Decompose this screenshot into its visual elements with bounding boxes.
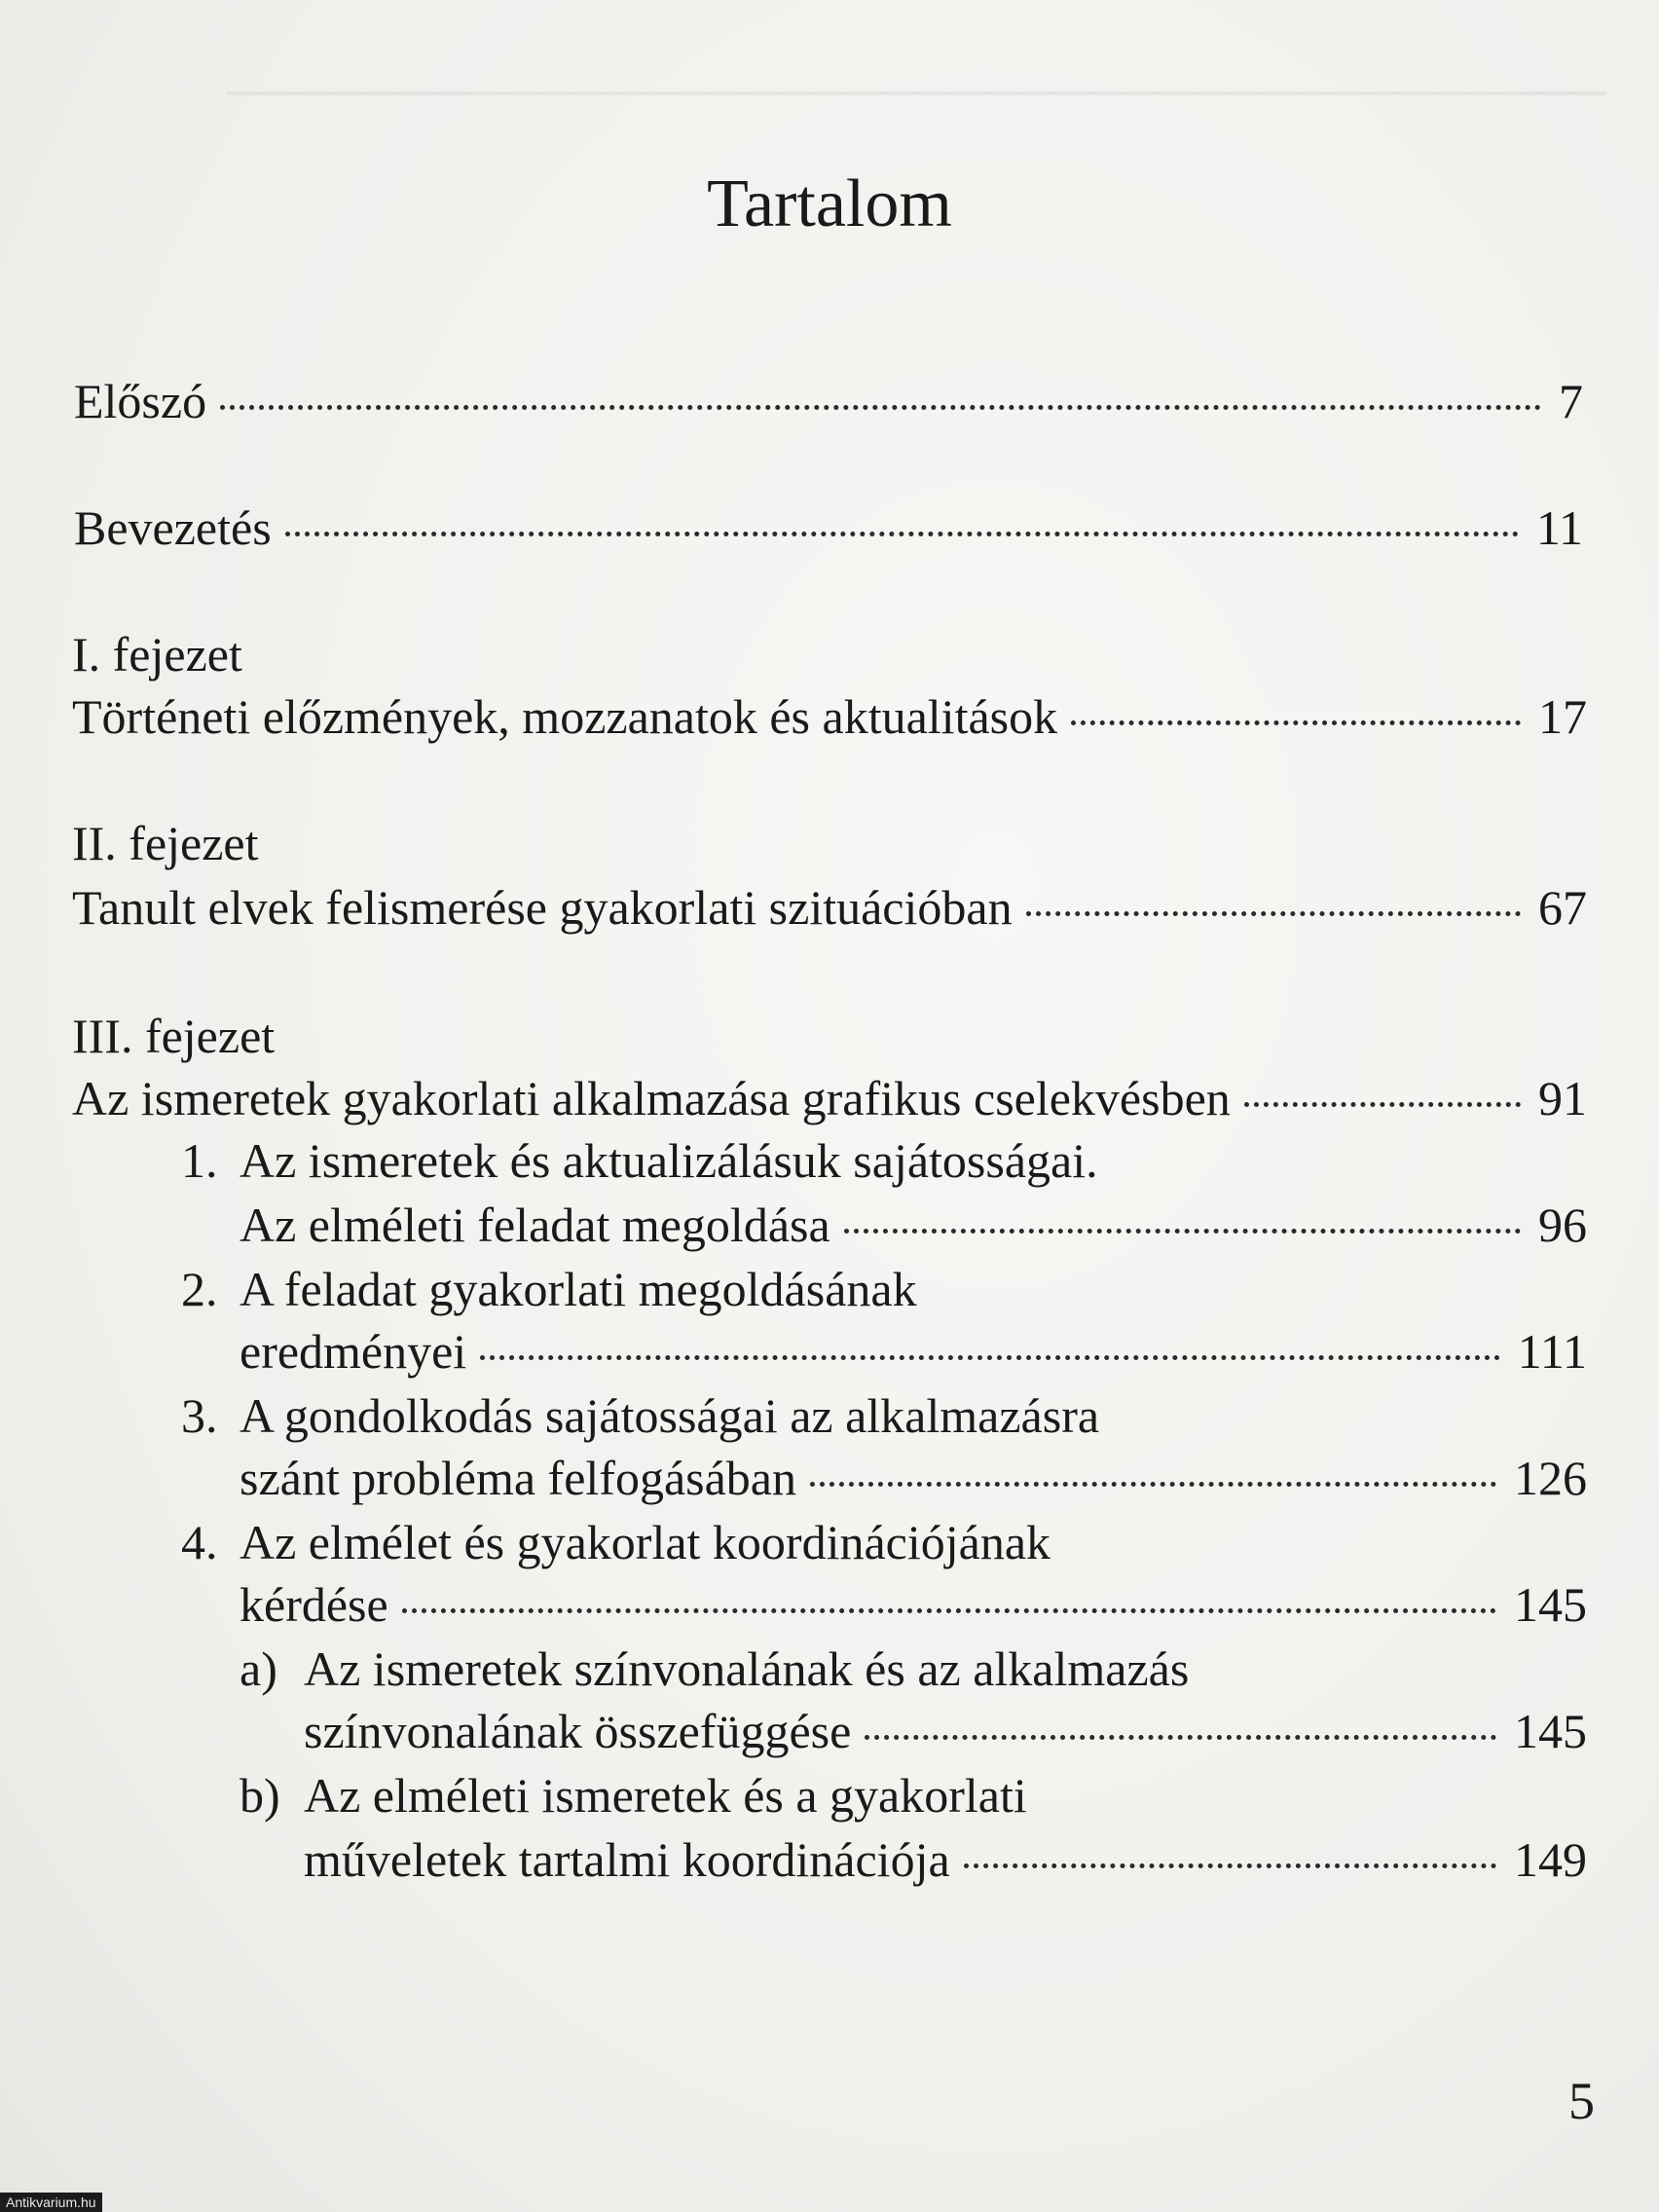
toc-page-number: 11: [1535, 500, 1583, 555]
subsection-letter-a: a): [240, 1641, 277, 1696]
toc-page-number: 149: [1514, 1832, 1587, 1887]
bleed-through-texture: ────────────────────────────────────────: [227, 64, 1606, 119]
dot-leader: [1071, 720, 1521, 725]
toc-entry-foreword[interactable]: [74, 372, 1583, 430]
toc-entry-subsection-a[interactable]: [304, 1702, 1587, 1760]
dot-leader: [810, 1482, 1496, 1487]
dot-leader: [964, 1863, 1496, 1868]
subsection-title-line-a: Az ismeretek színvonalának és az alkalmazás: [304, 1641, 1190, 1696]
toc-entry-label: színvonalának összefüggése: [304, 1704, 852, 1758]
section-number-2: 2.: [181, 1262, 218, 1316]
dot-leader: [220, 405, 1541, 410]
section-title-line-2: A feladat gyakorlati megoldásának: [240, 1262, 917, 1316]
toc-entry-label: kérdése: [240, 1577, 388, 1632]
toc-entry-introduction[interactable]: [74, 498, 1583, 557]
page-title: Tartalom: [707, 166, 952, 241]
toc-entry-chapter-2[interactable]: [72, 878, 1587, 937]
section-title-line-1: Az ismeretek és aktualizálásuk sajátosságai.: [240, 1133, 1098, 1188]
toc-entry-section-3[interactable]: [240, 1449, 1587, 1507]
section-number-3: 3.: [181, 1388, 218, 1443]
watermark: Antikvarium.hu: [0, 2193, 102, 2212]
toc-entry-label: Tanult elvek felismerése gyakorlati szituációban: [72, 880, 1013, 935]
subsection-letter-b: b): [240, 1768, 280, 1823]
section-number-4: 4.: [181, 1515, 218, 1569]
toc-page-number: 7: [1559, 374, 1583, 428]
chapter-heading-2: II. fejezet: [72, 816, 259, 870]
toc-page-number: 91: [1538, 1071, 1587, 1125]
toc-page-number: 145: [1514, 1704, 1587, 1758]
toc-page-number: 145: [1514, 1577, 1587, 1632]
toc-page-number: 67: [1538, 880, 1587, 935]
toc-entry-label: műveletek tartalmi koordinációja: [304, 1832, 950, 1887]
toc-entry-label: Történeti előzmények, mozzanatok és aktualitások: [72, 689, 1058, 744]
dot-leader: [480, 1355, 1500, 1360]
toc-page-number: 17: [1538, 689, 1587, 744]
chapter-heading-3: III. fejezet: [72, 1009, 276, 1063]
toc-entry-label: Előszó: [74, 374, 207, 428]
toc-entry-label: Az ismeretek gyakorlati alkalmazása grafikus cselekvésben: [72, 1071, 1231, 1125]
dot-leader: [285, 532, 1519, 536]
toc-entry-label: eredményei: [240, 1324, 467, 1379]
chapter-heading-1: I. fejezet: [72, 627, 242, 682]
section-title-line-4: Az elmélet és gyakorlat koordinációjának: [240, 1515, 1051, 1569]
dot-leader: [402, 1608, 1496, 1613]
toc-entry-chapter-1[interactable]: [72, 687, 1587, 746]
toc-page-number: 111: [1517, 1324, 1587, 1379]
toc-entry-subsection-b[interactable]: [304, 1830, 1587, 1889]
toc-entry-section-4[interactable]: [240, 1575, 1587, 1634]
toc-page-number: 126: [1514, 1451, 1587, 1505]
dot-leader: [1244, 1102, 1521, 1107]
toc-entry-label: Bevezetés: [74, 500, 272, 555]
section-title-line-3: A gondolkodás sajátosságai az alkalmazásra: [240, 1388, 1100, 1443]
toc-entry-label: Az elméleti feladat megoldása: [240, 1198, 830, 1252]
dot-leader: [844, 1229, 1521, 1234]
toc-entry-section-2[interactable]: [240, 1322, 1587, 1381]
subsection-title-line-b: Az elméleti ismeretek és a gyakorlati: [304, 1768, 1027, 1823]
dot-leader: [865, 1735, 1496, 1740]
toc-page-number: 96: [1538, 1198, 1587, 1252]
section-number-1: 1.: [181, 1133, 218, 1188]
dot-leader: [1026, 911, 1521, 916]
toc-entry-section-1[interactable]: [240, 1196, 1587, 1254]
page-number: 5: [1568, 2072, 1595, 2130]
toc-entry-label: szánt probléma felfogásában: [240, 1451, 796, 1505]
toc-entry-chapter-3[interactable]: [72, 1069, 1587, 1127]
